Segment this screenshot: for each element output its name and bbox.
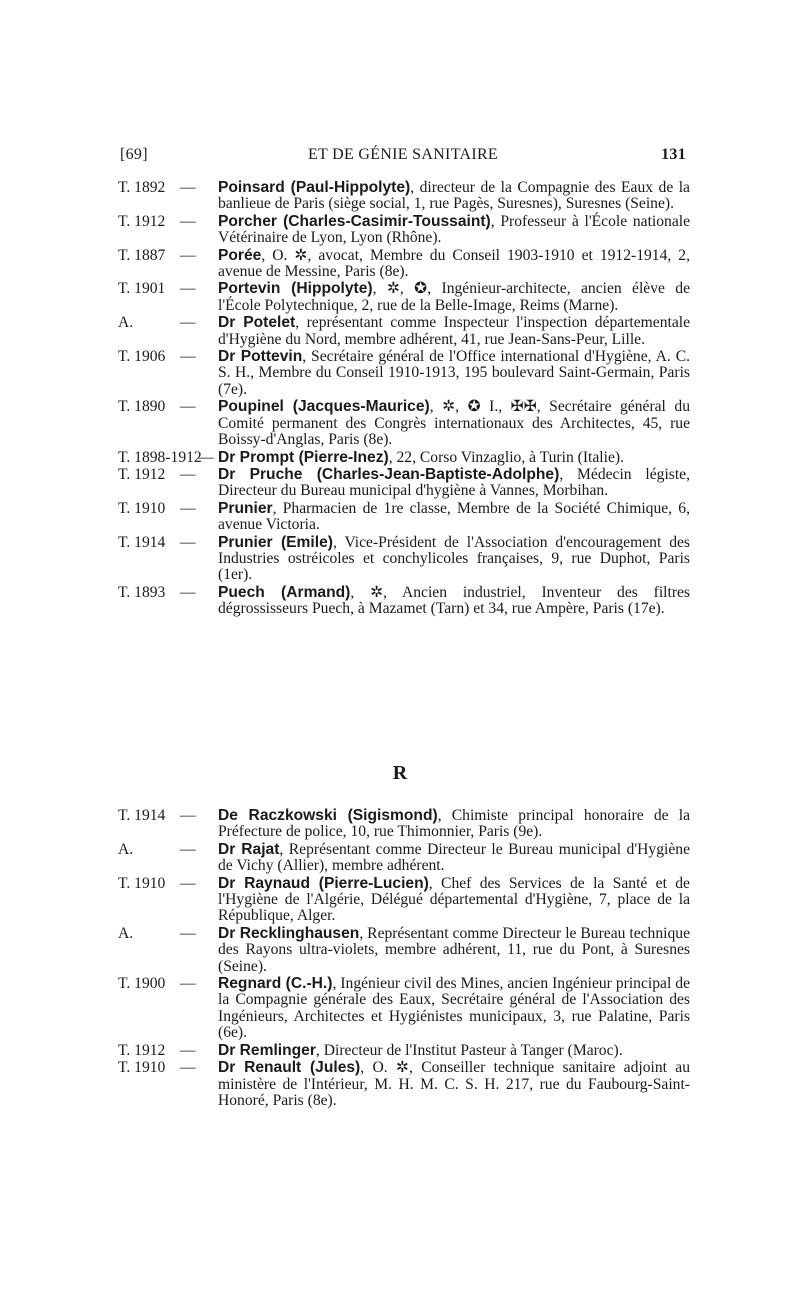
entry-status: T. 1910 (118, 1059, 166, 1077)
entry-text: , ✲, ✪ I., ✠✠, Secrétaire général du Comité permanent des Congrès internationaux des Architectes, 45, rue Boissy-d'Anglas, Paris (8e). (218, 398, 690, 449)
entry-text: , Professeur à l'École nationale Vétérinaire de Lyon, Lyon (Rhône). (218, 212, 691, 247)
entry-dash: — (180, 975, 196, 993)
entry-prefix (118, 924, 196, 942)
list-item (118, 281, 690, 314)
entry-status: T. 1912 (118, 1041, 166, 1059)
entry-body (218, 349, 690, 398)
entry-name: Dr Recklinghausen (218, 924, 360, 942)
entry-dash: — (180, 840, 196, 858)
entry-body (218, 399, 690, 448)
entry-name: Porée (218, 246, 262, 264)
entry-body (218, 315, 690, 348)
entry-status: T. 1910 (118, 874, 166, 892)
entry-status: T. 1910 (118, 499, 166, 517)
entry-text: , Directeur de l'Institut Pasteur à Tanger (Maroc). (315, 1041, 623, 1059)
entry-text: , Chimiste principal honoraire de la Préfecture de police, 10, rue Thimonnier, Paris (9e). (218, 807, 690, 841)
entry-body (218, 467, 690, 500)
entry-prefix (118, 533, 196, 551)
section-letter: R (392, 762, 408, 784)
entry-dash: — (180, 807, 196, 824)
entry-text: , Secrétaire général de l'Office international d'Hygiène, A. C. S. H., Membre du Conseil 1910-1913, 195 boulevard Saint-Germain, Paris (7e). (218, 348, 690, 398)
entry-dash: — (180, 314, 196, 332)
entry-name: Dr Raynaud (Pierre-Lucien) (218, 874, 429, 892)
entry-name: De Raczkowski (Sigismond) (218, 807, 438, 824)
entry-prefix (118, 499, 196, 517)
entry-prefix (118, 448, 214, 466)
entry-body (218, 535, 690, 584)
page-number: 131 (661, 146, 686, 163)
entry-status: T. 1901 (118, 280, 166, 298)
entry-status: T. 1890 (118, 398, 166, 416)
entry-body (218, 450, 690, 466)
list-item (118, 349, 690, 398)
entry-name: Regnard (C.-H.) (218, 975, 333, 993)
entry-dash: — (180, 465, 196, 483)
entry-prefix (118, 280, 196, 298)
list-item (118, 842, 690, 875)
entry-prefix (118, 874, 196, 892)
entry-text: , Pharmacien de 1re classe, Membre de la Société Chimique, 6, avenue Victoria. (218, 499, 690, 534)
list-item (118, 585, 690, 618)
entry-name: Poupinel (Jacques-Maurice) (218, 398, 430, 416)
entry-status: T. 1898-1912 (118, 448, 202, 466)
entry-body (218, 281, 690, 314)
entry-prefix (118, 246, 196, 264)
entry-status: T. 1893 (118, 583, 166, 601)
entry-name: Dr Prompt (Pierre-Inez) (218, 448, 389, 466)
list-item (118, 180, 690, 213)
entry-prefix (118, 1059, 196, 1077)
entry-status: T. 1887 (118, 246, 166, 264)
entry-dash: — (180, 1059, 196, 1077)
entry-dash: — (180, 179, 196, 196)
list-item (118, 214, 690, 247)
entry-status: A. (118, 314, 134, 332)
entry-name: Puech (Armand) (218, 583, 351, 601)
entry-status: T. 1900 (118, 975, 166, 993)
entry-status: T. 1912 (118, 465, 166, 483)
entry-body (218, 926, 690, 975)
entry-dash: — (180, 1041, 196, 1059)
entry-text: , directeur de la Compagnie des Eaux de la banlieue de Paris (siège social, 1, rue Pagès, Suresnes), Suresnes (Seine). (218, 179, 690, 213)
list-item (118, 248, 690, 281)
entry-status: A. (118, 840, 134, 858)
entry-body (218, 842, 690, 875)
entry-body (218, 808, 690, 841)
entry-prefix (118, 179, 196, 196)
entry-dash: — (180, 398, 196, 416)
entry-prefix (118, 348, 196, 366)
entry-text: , Médecin légiste, Directeur du Bureau municipal d'hygiène à Vannes, Morbihan. (218, 465, 691, 500)
list-item (118, 399, 690, 448)
entry-prefix (118, 840, 196, 858)
entry-list-p (118, 180, 690, 619)
entry-prefix (118, 583, 196, 601)
entry-text: , ✲, ✪, Ingénieur-architecte, ancien élève de l'École Polytechnique, 2, rue de la Belle-Image, Reims (Marne). (218, 280, 690, 314)
entry-text: , O. ✲, avocat, Membre du Conseil 1903-1910 et 1912-1914, 2, avenue de Messine, Paris (8e). (218, 246, 690, 281)
entry-text: , représentant comme Inspecteur l'inspection départementale d'Hygiène du Nord, membre adhérent, 41, rue Jean-Sans-Peur, Lille. (218, 314, 690, 348)
entry-status: T. 1914 (118, 807, 166, 824)
entry-status: T. 1906 (118, 348, 166, 366)
entry-dash: — (180, 499, 196, 517)
entry-body (218, 214, 690, 247)
entry-text: , O. ✲, Conseiller technique sanitaire adjoint au ministère de l'Intérieur, M. H. M. C. S. H. 217, rue du Faubourg-Saint-Honoré, Paris (8e). (218, 1059, 690, 1109)
entry-name: Dr Renault (Jules) (218, 1059, 361, 1077)
entry-body (218, 248, 690, 281)
list-item (118, 976, 690, 1042)
entry-text: , ✲, Ancien industriel, Inventeur des filtres dégrossisseurs Puech, à Mazamet (Tarn) et 34, rue Ampère, Paris (17e). (218, 583, 690, 618)
list-item (118, 876, 690, 925)
list-item (118, 926, 690, 975)
entry-name: Porcher (Charles-Casimir-Toussaint) (218, 212, 491, 230)
entry-name: Dr Potelet (218, 314, 296, 332)
entry-status: T. 1914 (118, 533, 166, 551)
entry-prefix (118, 1041, 196, 1059)
entry-dash: — (180, 212, 196, 230)
entry-name: Dr Rajat (218, 840, 280, 858)
entry-body (218, 585, 690, 618)
entry-name: Prunier (Emile) (218, 533, 333, 551)
list-item (118, 535, 690, 584)
entry-dash: — (180, 874, 196, 892)
entry-name: Dr Pottevin (218, 348, 303, 366)
running-title: ET DE GÉNIE SANITAIRE (307, 146, 499, 163)
entry-prefix (118, 398, 196, 416)
entry-text: , Chef des Services de la Santé et de l'Hygiène de l'Algérie, Délégué départemental d'Hygiène, 7, place de la République, Alger. (218, 874, 690, 925)
entry-body (218, 1043, 690, 1059)
entry-text: , 22, Corso Vinzaglio, à Turin (Italie). (388, 448, 624, 466)
entry-dash: — (180, 348, 196, 366)
entry-name: Prunier (218, 499, 273, 517)
list-item (118, 467, 690, 500)
entry-body (218, 976, 690, 1042)
entry-prefix (118, 314, 196, 332)
list-item (118, 808, 690, 841)
entry-body (218, 876, 690, 925)
entry-text: , Vice-Président de l'Association d'encouragement des Industries ostréicoles et conchylicoles françaises, 9, rue Duphot, Paris (1er). (218, 533, 690, 584)
list-item (118, 501, 690, 534)
entry-prefix (118, 975, 196, 993)
entry-dash: — (180, 280, 196, 298)
entry-name: Portevin (Hippolyte) (218, 280, 373, 298)
folio: [69] (120, 146, 148, 163)
entry-text: , Ingénieur civil des Mines, ancien Ingénieur principal de la Compagnie générale des Eaux, Secrétaire général de l'Association des Ingénieurs, Architectes et Hygiénistes municipaux, 3, rue Palatine, Paris (6e). (218, 975, 690, 1042)
entry-prefix (118, 212, 196, 230)
entry-text: , Représentant comme Directeur le Bureau technique des Rayons ultra-violets, membre adhérent, 11, rue du Pont, à Suresnes (Seine). (218, 924, 690, 975)
entry-prefix (118, 465, 196, 483)
entry-text: , Représentant comme Directeur le Bureau municipal d'Hygiène de Vichy (Allier), membre adhérent. (218, 840, 690, 875)
entry-dash: — (180, 533, 196, 551)
entry-list-r (118, 808, 690, 1110)
entry-name: Poinsard (Paul-Hippolyte) (218, 179, 411, 196)
entry-dash: — (180, 583, 196, 601)
entry-body (218, 180, 690, 213)
list-item (118, 1043, 690, 1059)
entry-prefix (118, 807, 196, 824)
list-item (118, 1060, 690, 1109)
entry-status: A. (118, 924, 134, 942)
entry-body (218, 501, 690, 534)
entry-name: Dr Remlinger (218, 1041, 316, 1059)
page-header (120, 146, 686, 170)
entry-body (218, 1060, 690, 1109)
list-item (118, 450, 690, 466)
entry-status: T. 1912 (118, 212, 166, 230)
entry-dash: — (180, 246, 196, 264)
entry-name: Dr Pruche (Charles-Jean-Baptiste-Adolphe) (218, 465, 560, 483)
entry-dash: — (180, 924, 196, 942)
entry-dash: — (198, 448, 214, 466)
list-item (118, 315, 690, 348)
entry-status: T. 1892 (118, 179, 166, 196)
